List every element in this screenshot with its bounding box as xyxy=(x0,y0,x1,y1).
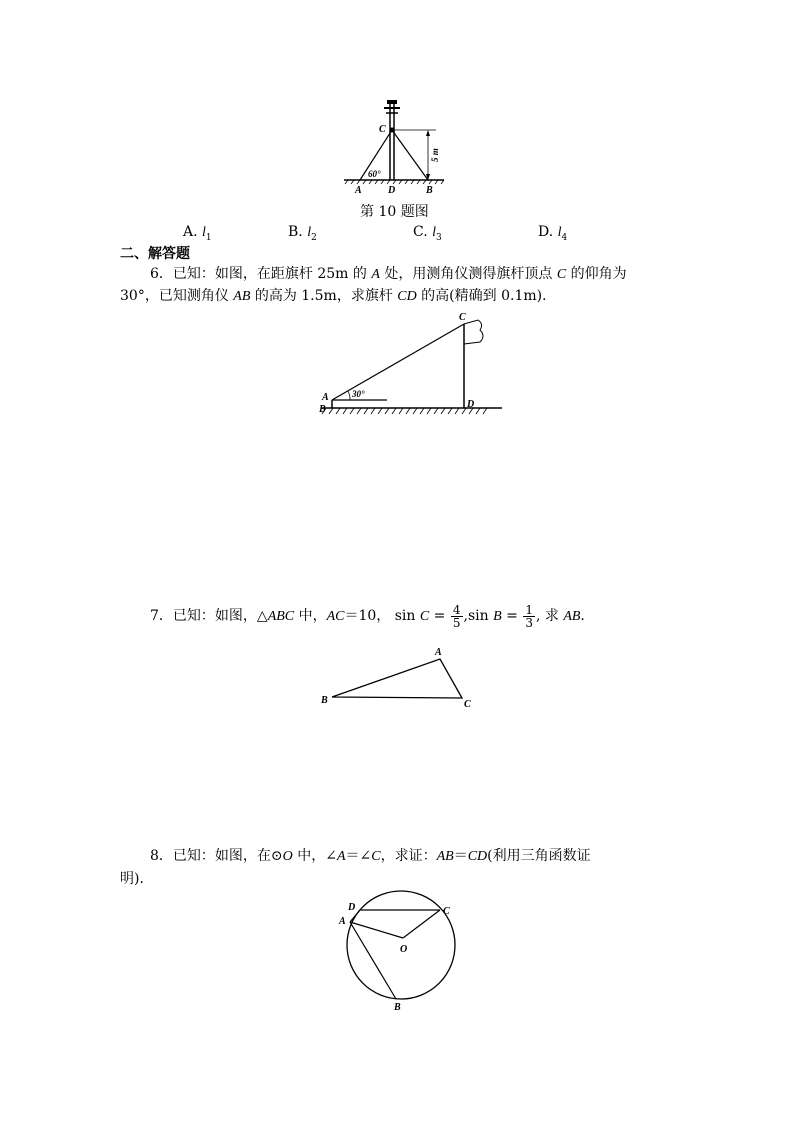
fig10-label-d: D xyxy=(388,185,396,196)
option-a-var: l xyxy=(202,225,206,240)
q8-var: C xyxy=(371,849,381,864)
q6-var: AB xyxy=(233,289,251,304)
q8-var: AB xyxy=(436,849,454,864)
fraction-numerator: 4 xyxy=(452,602,461,617)
option-c xyxy=(413,222,442,248)
q6-text: 30°，已知测角仪 xyxy=(120,288,234,304)
fig6-label-a: A xyxy=(322,392,329,403)
q7-text: 中， xyxy=(294,608,327,624)
fig7-label-c: C xyxy=(464,699,471,710)
q7-var: AB xyxy=(563,609,581,624)
fig6-label-c: C xyxy=(459,312,466,323)
q6-var: A xyxy=(371,267,380,282)
figure-10-caption: 第 10 题图 xyxy=(360,204,429,220)
option-a-sub: 1 xyxy=(205,232,212,243)
option-d-sub: 4 xyxy=(561,232,568,243)
fig8-label-c: C xyxy=(443,906,450,917)
option-d xyxy=(538,222,567,248)
fig7-label-a: A xyxy=(435,647,442,658)
q6-text: 的仰角为 xyxy=(566,266,627,282)
fig8-label-a: A xyxy=(339,916,346,927)
option-a-letter: A. xyxy=(183,224,198,240)
fig10-label-a: A xyxy=(355,185,362,196)
q7-text: ＝10， sin xyxy=(344,608,420,624)
figure-q8 xyxy=(334,890,469,1014)
fig8-label-o: O xyxy=(400,944,408,955)
option-d-var: l xyxy=(557,225,562,240)
q7-fraction-sinb xyxy=(523,604,535,629)
q6-var: C xyxy=(556,267,567,282)
section-title: 二、解答题 xyxy=(120,246,190,262)
q7-text: 7．已知：如图，△ xyxy=(150,608,268,624)
q8-text: 8．已知：如图，在⊙ xyxy=(150,848,283,864)
fig6-label-b: B xyxy=(319,404,326,415)
q8-text: (利用三角函数证 xyxy=(487,848,591,864)
q6-text: 处，用测角仪测得旗杆顶点 xyxy=(379,266,557,282)
q8-text: ，求证： xyxy=(380,848,437,864)
figure-10 xyxy=(340,96,450,200)
q8-text: ＝∠ xyxy=(345,848,372,864)
q8-line1 xyxy=(150,846,591,867)
fraction-denominator: 5 xyxy=(452,615,461,630)
option-d-letter: D. xyxy=(538,224,554,240)
q7-fraction-sinc xyxy=(451,604,463,629)
option-b-sub: 2 xyxy=(311,232,317,243)
fig10-label-angle: 60° xyxy=(368,169,381,179)
q7-text: . xyxy=(580,608,585,624)
q6-text: 的高为 1.5m，求旗杆 xyxy=(250,288,398,304)
fig8-label-b: B xyxy=(394,1002,401,1013)
q7-var: ABC xyxy=(267,609,295,624)
fig10-label-b: B xyxy=(426,185,433,196)
q7-text: = xyxy=(501,608,523,624)
q8-line2: 明)． xyxy=(120,871,154,887)
option-b-var: l xyxy=(307,225,312,240)
figure-q6 xyxy=(312,308,507,423)
option-c-sub: 3 xyxy=(436,232,442,243)
fig6-label-angle: 30° xyxy=(352,389,365,399)
q8-text: ＝ xyxy=(453,848,468,864)
option-c-var: l xyxy=(432,225,437,240)
q6-text: 的高(精确到 0.1m)． xyxy=(416,288,557,304)
fraction-denominator: 3 xyxy=(525,615,533,630)
q7-text: = xyxy=(429,608,450,624)
q7-text: , 求 xyxy=(535,608,564,624)
q8-text: 中，∠ xyxy=(292,848,337,864)
fig10-label-height: 5 m xyxy=(430,148,440,162)
fig8-label-d: D xyxy=(348,902,356,913)
q7-line xyxy=(150,600,585,633)
q6-line1 xyxy=(150,264,627,285)
q8-var: A xyxy=(336,849,346,864)
fig6-label-d: D xyxy=(467,399,475,410)
fraction-numerator: 1 xyxy=(525,602,533,617)
q8-var: CD xyxy=(467,849,488,864)
q8-var: O xyxy=(282,849,293,864)
q7-var: B xyxy=(493,609,502,624)
q6-line2 xyxy=(120,286,556,307)
q6-var: CD xyxy=(397,289,417,304)
figure-q7 xyxy=(316,642,481,714)
q7-var: C xyxy=(419,609,430,624)
option-c-letter: C. xyxy=(413,224,428,240)
q7-var: AC xyxy=(326,609,345,624)
q7-text: ,sin xyxy=(463,608,494,624)
fig10-label-c: C xyxy=(379,124,386,135)
option-b-letter: B. xyxy=(288,224,303,240)
option-b xyxy=(288,222,317,248)
q6-text: 6．已知：如图，在距旗杆 25m 的 xyxy=(150,266,372,282)
fig7-label-b: B xyxy=(321,695,328,706)
